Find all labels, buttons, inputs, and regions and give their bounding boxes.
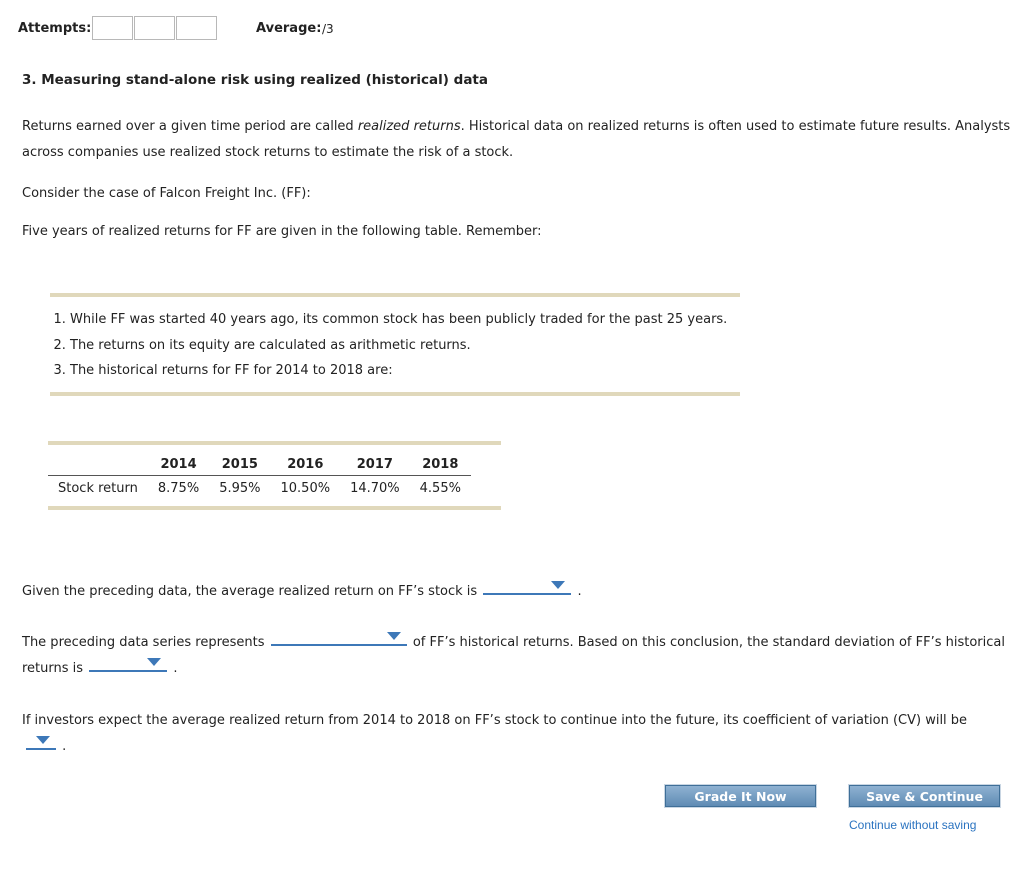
note-item: 3. The historical returns for FF for 2014 to 2018 are: bbox=[70, 358, 740, 384]
year-header: 2015 bbox=[221, 457, 258, 472]
q1-period: . bbox=[577, 584, 582, 599]
case-text: Consider the case of Falcon Freight Inc. (FF): bbox=[22, 186, 311, 201]
year-header: 2018 bbox=[422, 457, 459, 472]
q2-period: . bbox=[173, 661, 178, 676]
table-row bbox=[48, 476, 471, 501]
return-value: 4.55% bbox=[419, 481, 461, 496]
return-value: 8.75% bbox=[157, 481, 200, 496]
chevron-down-icon bbox=[36, 736, 50, 744]
returns-table bbox=[48, 453, 471, 500]
table-bottom-rule bbox=[48, 506, 501, 510]
intro-italic: realized returns bbox=[357, 119, 461, 134]
return-value: 5.95% bbox=[219, 481, 261, 496]
notes-box bbox=[50, 293, 740, 396]
attempt-box-1 bbox=[92, 16, 133, 40]
year-header: 2016 bbox=[287, 457, 324, 472]
q3-text: If investors expect the average realized return from 2014 to 2018 on FF’s stock to continue into the future, its coefficient of variation (CV) will be bbox=[22, 713, 968, 728]
average-return-dropdown[interactable] bbox=[483, 579, 571, 595]
average-value: /3 bbox=[322, 22, 334, 36]
average-label: Average: bbox=[256, 21, 322, 36]
data-series-dropdown[interactable] bbox=[271, 630, 407, 646]
attempt-indicator bbox=[92, 16, 218, 40]
save-continue-button[interactable]: Save & Continue bbox=[849, 785, 1000, 807]
chevron-down-icon bbox=[147, 658, 161, 666]
q3-period: . bbox=[62, 739, 67, 754]
question-3 bbox=[22, 708, 1017, 760]
intro-paragraph bbox=[22, 114, 1012, 166]
attempts-label: Attempts: bbox=[18, 21, 92, 36]
attempt-box-2 bbox=[134, 16, 175, 40]
return-value: 14.70% bbox=[350, 481, 400, 496]
intro-text-1: Returns earned over a given time period are called bbox=[22, 119, 358, 134]
returns-table-box bbox=[48, 441, 501, 510]
question-title: 3. Measuring stand-alone risk using realized (historical) data bbox=[22, 72, 488, 88]
std-dev-dropdown[interactable] bbox=[89, 656, 167, 672]
q2-text-a: The preceding data series represents bbox=[22, 635, 265, 650]
year-header: 2017 bbox=[356, 457, 393, 472]
year-header: 2014 bbox=[160, 457, 197, 472]
question-2 bbox=[22, 630, 1017, 682]
intro-text-2: . Historical data on realized returns is often used to estimate future results. Analysts across companies use realized stock returns to estimate the risk of a stock. bbox=[22, 119, 1011, 160]
return-value: 10.50% bbox=[280, 481, 331, 496]
continue-without-saving-link[interactable]: Continue without saving bbox=[849, 818, 977, 832]
grade-it-now-button[interactable]: Grade It Now bbox=[665, 785, 816, 807]
row-label: Stock return bbox=[58, 481, 138, 496]
note-item: 1. While FF was started 40 years ago, its common stock has been publicly traded for the past 25 years. bbox=[70, 307, 740, 333]
notes-top-rule bbox=[50, 293, 740, 297]
attempt-box-3 bbox=[176, 16, 217, 40]
chevron-down-icon bbox=[387, 632, 401, 640]
chevron-down-icon bbox=[551, 581, 565, 589]
table-top-rule bbox=[48, 441, 501, 445]
table-header-empty bbox=[48, 453, 148, 476]
notes-bottom-rule bbox=[50, 392, 740, 396]
table-intro-text: Five years of realized returns for FF are given in the following table. Remember: bbox=[22, 224, 542, 239]
table-header-row bbox=[48, 453, 471, 476]
q1-text: Given the preceding data, the average realized return on FF’s stock is bbox=[22, 584, 478, 599]
notes-list bbox=[50, 307, 740, 384]
cv-dropdown[interactable] bbox=[26, 734, 56, 750]
note-item: 2. The returns on its equity are calculated as arithmetic returns. bbox=[70, 333, 740, 359]
q2-text-b: of FF’s historical returns. Based on this conclusion, the standard deviation of FF’s historical returns is bbox=[22, 635, 1005, 676]
question-1 bbox=[22, 579, 582, 599]
